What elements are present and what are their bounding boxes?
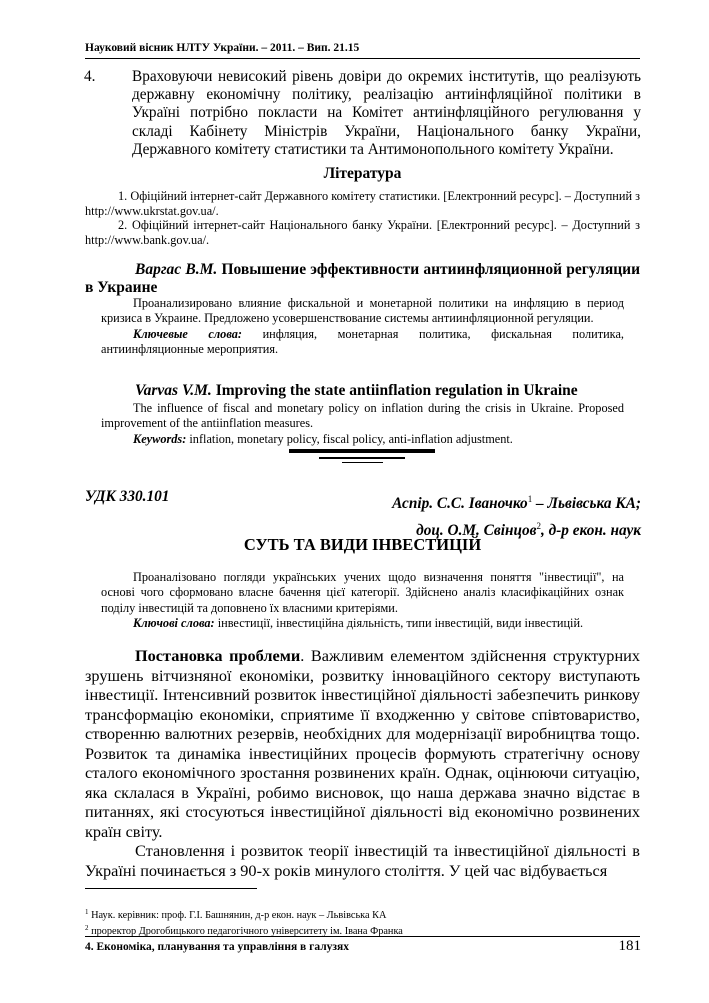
separator-bar-1 (289, 449, 435, 453)
paragraph-development: Становлення і розвиток теорії інвестицій та інвестиційної діяльності в Україні починається з 90-х років минулого століття. У цей час відбувається (85, 841, 640, 881)
abstract-ru-body (101, 296, 624, 357)
udk-code: УДК 330.101 (85, 488, 170, 505)
article-abstract (101, 570, 624, 631)
abstract-ru-author: Варгас В.М. (135, 261, 218, 278)
abstract-en-keywords: inflation, monetary policy, fiscal policy, anti-inflation adjustment. (189, 431, 513, 446)
author-2-footnote-mark: 2 (536, 521, 541, 531)
author-2-affiliation: , д-р екон. наук (540, 522, 641, 539)
author-1: Аспір. С.С. Іваночко (392, 495, 528, 512)
references-heading: Література (323, 165, 402, 182)
abstract-ru-heading: Повышение эффективности антиинфляционной регуляции в Украине (85, 261, 640, 296)
author-1-affiliation: – Львівська КА; (532, 495, 641, 512)
abstract-ru-keywords-label: Ключевые слова: (133, 326, 242, 341)
article-title: СУТЬ ТА ВИДИ ІНВЕСТИЦІЙ (243, 535, 482, 554)
abstract-en-keywords-label: Keywords: (133, 431, 187, 446)
abstract-ru-keywords: инфляция, монетарная политика, фискальная политика, антиинфляционные мероприятия. (101, 326, 624, 356)
footer-rule (85, 936, 640, 937)
conclusion-item-4 (84, 68, 641, 159)
footnote-text: проректор Дрогобицького педагогічного університету ім. Івана Франка (91, 926, 403, 937)
header-rule (85, 58, 640, 59)
abstract-en-text: The influence of fiscal and monetary policy on inflation during the crisis in Ukraine. Proposed improvement of the antiinflation measures. (101, 401, 624, 431)
paragraph-text: . Важливим елементом здійснення структурних зрушень вітчизняної економіки, розвитку інноваційного сектору виступають інвестиції. Інтенсивний розвиток інвестиційної діяльності забезпечить ринкову трансформацію економіки, сприятиме її входженню у світове співтовариство, створенню валютних резервів, необхідних для модернізації виробництва тощо. Розвиток та динаміка інвестиційних процесів формують стратегічну основу сталого економічного зростання розвинених країн. Однак, оцінюючи ситуацію, яка склалася в Україні, робимо висновок, що наша держава значно відстає в питаннях, які стосуються інвестиційної діяльності від економічно розвинених країн світу. (85, 646, 641, 841)
footnote-text: Наук. керівник: проф. Г.І. Башнянин, д-р екон. наук – Львівська КА (91, 910, 387, 921)
article-keywords-label: Ключові слова: (133, 615, 215, 630)
running-header: Науковий вісник НЛТУ України. – 2011. – Вип. 21.15 (85, 42, 360, 54)
article-body (85, 646, 640, 881)
abstract-ru-text: Проанализировано влияние фискальной и монетарной политики на инфляцию в период кризиса в Украине. Предложено усовершенствование системы антиинфляционной регуляции. (101, 296, 624, 326)
references-list (85, 189, 640, 247)
paragraph-lead: Постановка проблеми (135, 646, 301, 665)
abstract-en-body (101, 401, 624, 447)
paragraph-problem (85, 646, 640, 841)
article-authors (392, 488, 641, 542)
reference-item: 1. Офіційний інтернет-сайт Державного комітету статистики. [Електронний ресурс]. – Доступний з http://www.ukrstat.gov.ua/. (85, 189, 640, 218)
separator-bar-2 (319, 457, 405, 459)
footer-section: 4. Економіка, планування та управління в галузях (85, 941, 349, 953)
separator-bar-3 (342, 462, 383, 463)
footnote-mark: 1 (85, 908, 89, 916)
abstract-en-heading: Improving the state antiinflation regulation in Ukraine (215, 382, 578, 399)
author-1-footnote-mark: 1 (527, 494, 533, 504)
abstract-en-title (135, 382, 578, 400)
article-keywords: інвестиції, інвестиційна діяльність, типи інвестицій, види інвестицій. (217, 615, 584, 630)
reference-item: 2. Офіційний інтернет-сайт Національного банку України. [Електронний ресурс]. – Доступний з http://www.bank.gov.ua/. (85, 218, 640, 247)
footnote-mark: 2 (85, 924, 89, 932)
item-number: 4. (84, 68, 96, 85)
footnote-rule (85, 888, 257, 889)
author-2: доц. О.М. Свінцов (416, 522, 537, 539)
article-abstract-text: Проаналізовано погляди українських учених щодо визначення поняття "інвестиції", на основі чого сформовано власне бачення цієї категорії. Здійснено аналіз класифікаційних ознак поділу інвестицій та доповнено їх власними критеріями. (101, 570, 624, 615)
page-number: 181 (618, 938, 641, 954)
abstract-en-author: Varvas V.M. (135, 382, 212, 399)
footnotes (85, 906, 403, 938)
abstract-ru-title (85, 261, 640, 297)
item-text: Враховуючи невисокий рівень довіри до окремих інститутів, що реалізують державну економічну політику, реалізацію антиінфляційної політики в Україні потрібно покласти на Комітет антиінфляційного регулювання у складі Кабінету Міністрів України, Національного банку України, Державного комітету статистики та Антимонопольного комітету України. (132, 68, 641, 158)
